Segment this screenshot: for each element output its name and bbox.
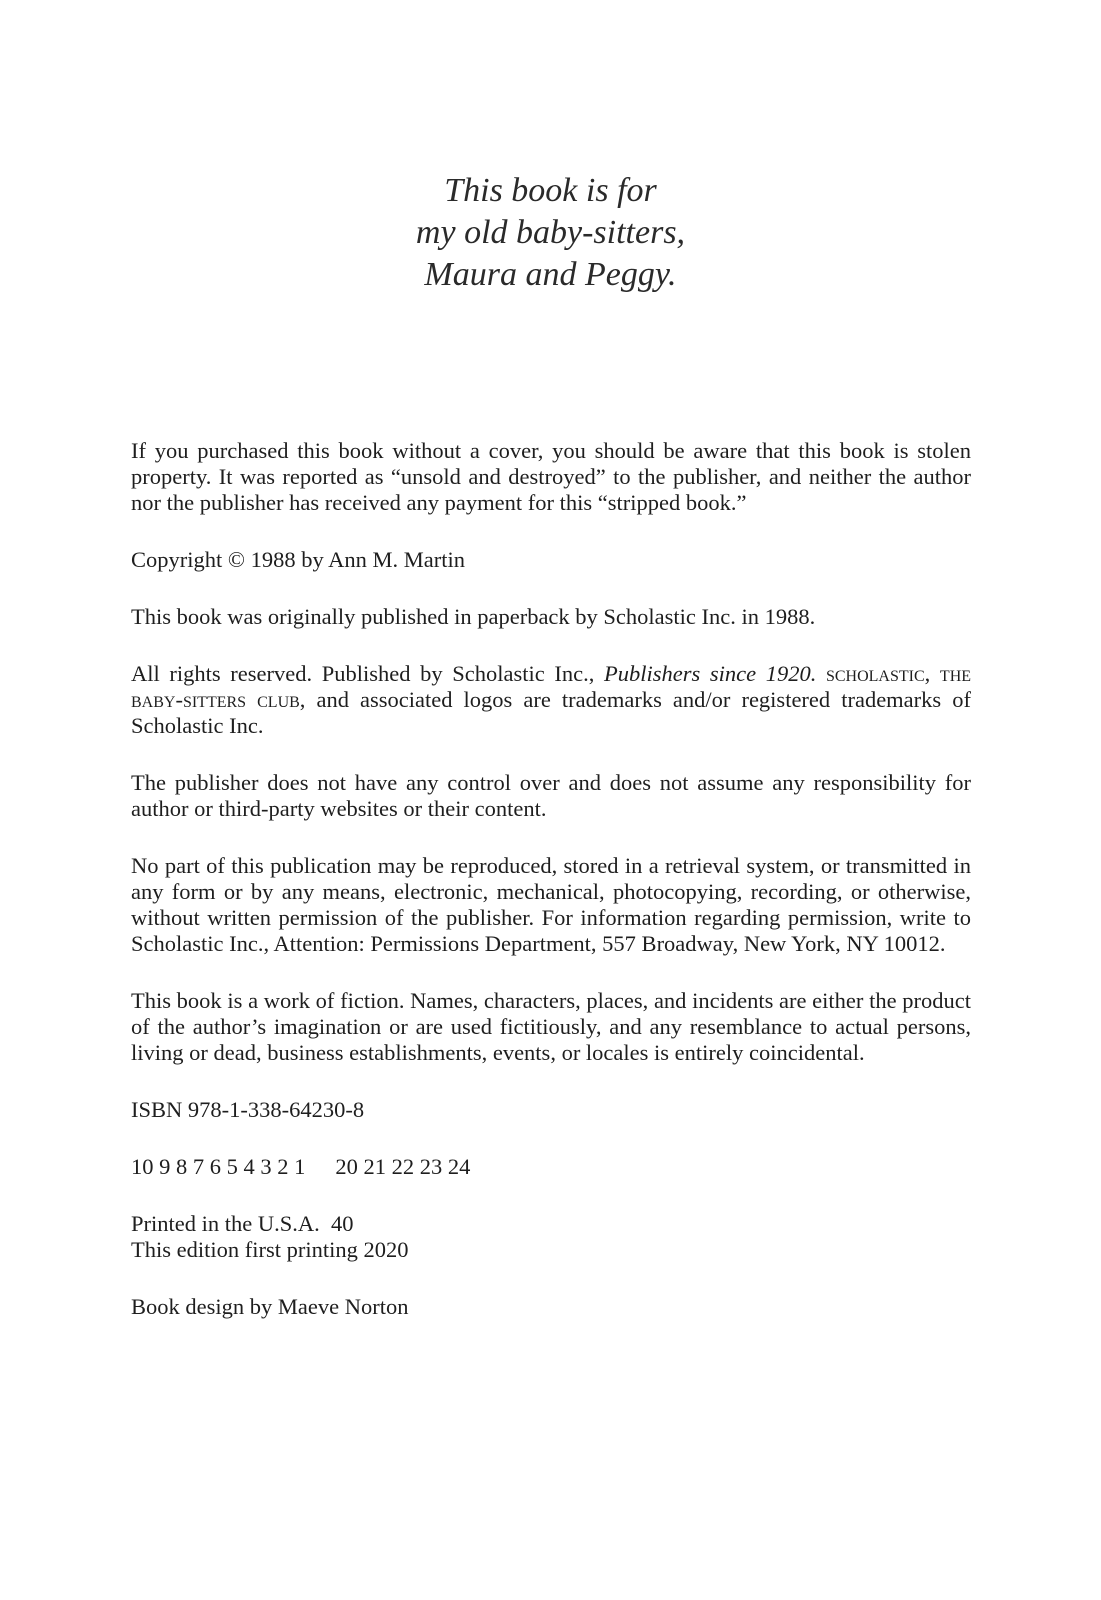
design-credit: Book design by Maeve Norton (131, 1294, 409, 1319)
stripped-book-notice: If you purchased this book without a cover, you should be aware that this book is stolen property. It was reported as “unsold and destroyed” to the publisher, and neither the author nor the publisher has received any payment for this “stripped book.” (131, 438, 971, 515)
trademark-scholastic: scholastic (825, 661, 925, 686)
rights-text-part1: All rights reserved. Published by Scholastic Inc., (131, 661, 604, 686)
printing-numbers: 10 9 8 7 6 5 4 3 2 1 (131, 1154, 306, 1179)
printing-line (131, 1154, 971, 1180)
rights-and-trademarks (131, 661, 971, 739)
dedication (0, 170, 1101, 296)
dedication-line-2: my old baby-sitters, (415, 214, 686, 251)
fiction-disclaimer: This book is a work of fiction. Names, characters, places, and incidents are either the product of the author’s imagination or are used fictitiously, and any resemblance to actual persons, living or dead, business establishments, events, or locales is entirely coincidental. (131, 988, 971, 1065)
copyright-page-text (131, 438, 971, 1351)
trademark-baby-sitters-club: the baby-sitters club (131, 661, 972, 712)
reproduction-notice: No part of this publication may be reproduced, stored in a retrieval system, or transmitted in any form or by any means, electronic, mechanical, photocopying, recording, or otherwise, without written permission of the publisher. For information regarding permission, write to Scholastic Inc., Attention: Permissions Department, 557 Broadway, New York, NY 10012. (131, 853, 971, 956)
dedication-line-3: Maura and Peggy. (424, 256, 677, 293)
edition-note: This edition first printing 2020 (131, 1237, 409, 1262)
rights-text-part2: , and associated logos are trademarks and/or registered trademarks of Scholastic Inc. (131, 687, 971, 738)
publisher-tagline: Publishers since 1920. (603, 661, 817, 686)
rights-comma: , (924, 661, 940, 686)
copyright-line: Copyright © 1988 by Ann M. Martin (131, 547, 465, 572)
websites-disclaimer: The publisher does not have any control over and does not assume any responsibility for author or third-party websites or their content. (131, 770, 971, 821)
printed-in: Printed in the U.S.A. 40 (131, 1211, 354, 1236)
isbn: ISBN 978-1-338-64230-8 (131, 1097, 365, 1122)
dedication-line-1: This book is for (444, 172, 657, 209)
original-publication-note: This book was originally published in paperback by Scholastic Inc. in 1988. (131, 604, 816, 629)
printing-years: 20 21 22 23 24 (335, 1154, 471, 1179)
